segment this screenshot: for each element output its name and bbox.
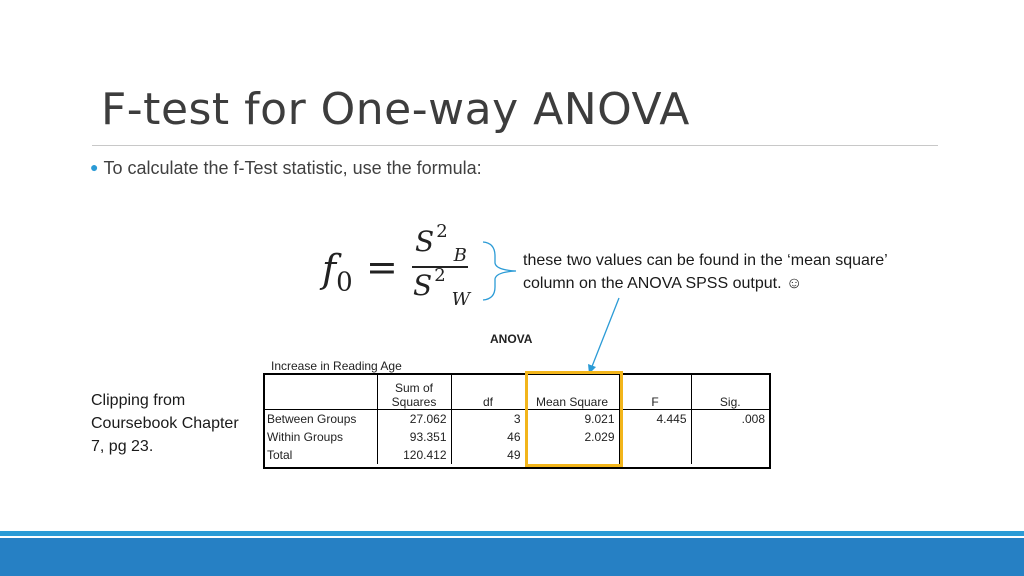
formula-denominator: S $^2_W$ (413, 265, 471, 310)
formula-numerator: S $^2_B$ (415, 221, 467, 266)
formula-equals: = (366, 245, 398, 289)
pointer-arrow-icon (591, 298, 619, 369)
row-label: Total (267, 448, 293, 462)
bullet-dot-icon: ● (90, 159, 99, 175)
footer-accent-line (0, 531, 1024, 536)
cell-sig: .008 (691, 410, 769, 429)
cell-df: 49 (451, 446, 525, 464)
cell-mean-square: 9.021 (525, 410, 619, 429)
cell-sum-of-squares: 27.062 (377, 410, 451, 429)
cell-f (619, 446, 691, 464)
cell-df: 46 (451, 428, 525, 446)
clipping-note: Clipping from Coursebook Chapter 7, pg 23. (91, 392, 239, 455)
cell-df: 3 (451, 410, 525, 429)
row-label: Between Groups (267, 412, 357, 426)
cell-sum-of-squares: 120.412 (377, 446, 451, 464)
cell-mean-square (525, 446, 619, 464)
annotation-text: these two values can be found in the ‘mean square’ column on the ANOVA SPSS output. ☺ (523, 252, 888, 292)
row-label: Within Groups (267, 430, 344, 444)
cell-f: 4.445 (619, 410, 691, 429)
cell-sig (691, 428, 769, 446)
slide-title: F-test for One-way ANOVA (101, 84, 690, 135)
footer-band (0, 538, 1024, 576)
table-row (263, 428, 769, 446)
cell-f (619, 428, 691, 446)
table-row (263, 446, 769, 464)
header-sig: Sig. (691, 373, 769, 410)
formula-lhs: $f_0$ (322, 247, 353, 298)
cell-mean-square: 2.029 (525, 428, 619, 446)
anova-header-row (263, 373, 769, 410)
cell-sum-of-squares: 93.351 (377, 428, 451, 446)
anova-table (263, 373, 769, 464)
cell-sig (691, 446, 769, 464)
header-blank (263, 373, 377, 410)
anova-heading: ANOVA (490, 332, 533, 346)
bullet-text: To calculate the f-Test statistic, use the formula: (103, 158, 482, 178)
header-df: df (451, 373, 525, 410)
anova-caption: Increase in Reading Age (271, 359, 402, 373)
curly-brace-icon (483, 242, 516, 300)
header-f: F (619, 373, 691, 410)
header-sum-of-squares: Sum of Squares (377, 373, 451, 410)
header-mean-square: Mean Square (525, 373, 619, 410)
table-row (263, 410, 769, 429)
